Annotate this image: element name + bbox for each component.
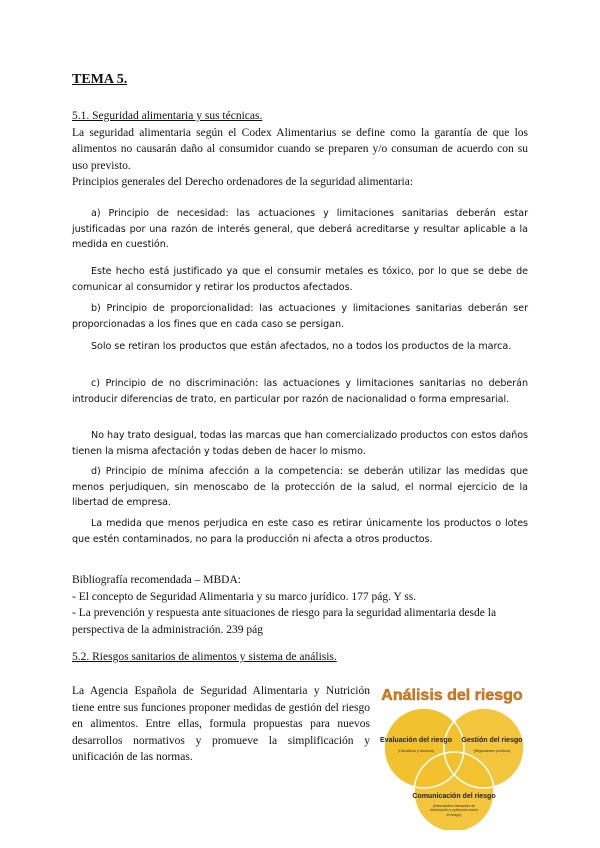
evaluation-label: Evaluación del riesgo: [380, 737, 452, 744]
bibliography-item: - El concepto de Seguridad Alimentaria y su marco jurídico. 177 pág. Y ss.: [72, 590, 417, 603]
principle-a: a) Principio de necesidad: las actuaciones y limitaciones sanitarias deberán estar justificadas por una razón de interés general, que deberá acreditarse y resultar aplicable a la medida en cuestión.: [72, 208, 528, 250]
section-1: [72, 108, 528, 191]
management-sub: (Reguladores políticos): [473, 749, 511, 753]
section-2-text: La Agencia Española de Seguridad Alimentaria y Nutrición tiene entre sus funciones proponer medidas de gestión del riesgo en alimentos. Entre ellas, formula propuestas para nuevos desarrollos normativos y promueve la simplificación y unificación de las normas.: [72, 685, 370, 763]
bibliography-item: - La prevención y respuesta ante situaciones de riesgo para la seguridad alimentaria desde la perspectiva de la administración. 239 pág: [72, 607, 497, 636]
risk-analysis-svg: [372, 680, 532, 830]
page-title: TEMA 5.: [72, 72, 128, 87]
management-label: Gestión del riesgo: [461, 737, 523, 744]
communication-sub: (Intercambio interactivo de información y opiniones sobre el riesgo): [430, 804, 478, 817]
principle-a-comment: Este hecho está justificado ya que el consumir metales es tóxico, por lo que se debe de comunicar al consumidor y retirar los productos afectados.: [72, 266, 528, 293]
communication-label: Comunicación del riesgo: [412, 793, 496, 800]
bibliography: [72, 572, 528, 638]
communication-sub-wrap: [430, 804, 478, 824]
evaluation-sub: (Científicos y técnicos): [397, 749, 435, 753]
definition-text: La seguridad alimentaria según el Codex Alimentarius se define como la garantía de que los alimentos no causarán daño al consumidor cuando se preparen y/o consuman de acuerdo con su uso previsto.: [72, 126, 528, 172]
risk-analysis-diagram: [372, 680, 532, 830]
diagram-title: Análisis del riesgo: [381, 687, 523, 704]
section-1-heading: 5.1. Seguridad alimentaria y sus técnicas.: [72, 110, 263, 122]
principle-b-comment: Solo se retiran los productos que están afectados, no a todos los productos de la marca.: [91, 341, 512, 352]
principle-d-comment: La medida que menos perjudica en este caso es retirar únicamente los productos o lotes que estén contaminados, no para la producción ni afecta a otros productos.: [72, 518, 528, 545]
principle-c: c) Principio de no discriminación: las actuaciones y limitaciones sanitarias no deberán introducir diferencias de trato, en particular por razón de nacionalidad o forma empresarial.: [72, 378, 528, 405]
section-2-heading: 5.2. Riesgos sanitarios de alimentos y sistema de análisis.: [72, 651, 337, 663]
bibliography-heading: Bibliografía recomendada – MBDA:: [72, 574, 241, 586]
principle-c-comment: No hay trato desigual, todas las marcas que han comercializado productos con estos daños tienen la misma afectación y todas deben de hacer lo mismo.: [72, 430, 528, 457]
principles-intro: Principios generales del Derecho ordenadores de la seguridad alimentaria:: [72, 176, 414, 188]
principle-d: d) Principio de mínima afección a la competencia: se deberán utilizar las medidas que menos perjudiquen, sin menoscabo de la protección de la salud, el normal ejercicio de la libertad de empresa.: [72, 466, 528, 508]
principle-b: b) Principio de proporcionalidad: las actuaciones y limitaciones sanitarias deberán ser proporcionadas a los fines que en cada caso se persigan.: [72, 303, 528, 330]
section-2-heading-wrap: [72, 649, 528, 666]
